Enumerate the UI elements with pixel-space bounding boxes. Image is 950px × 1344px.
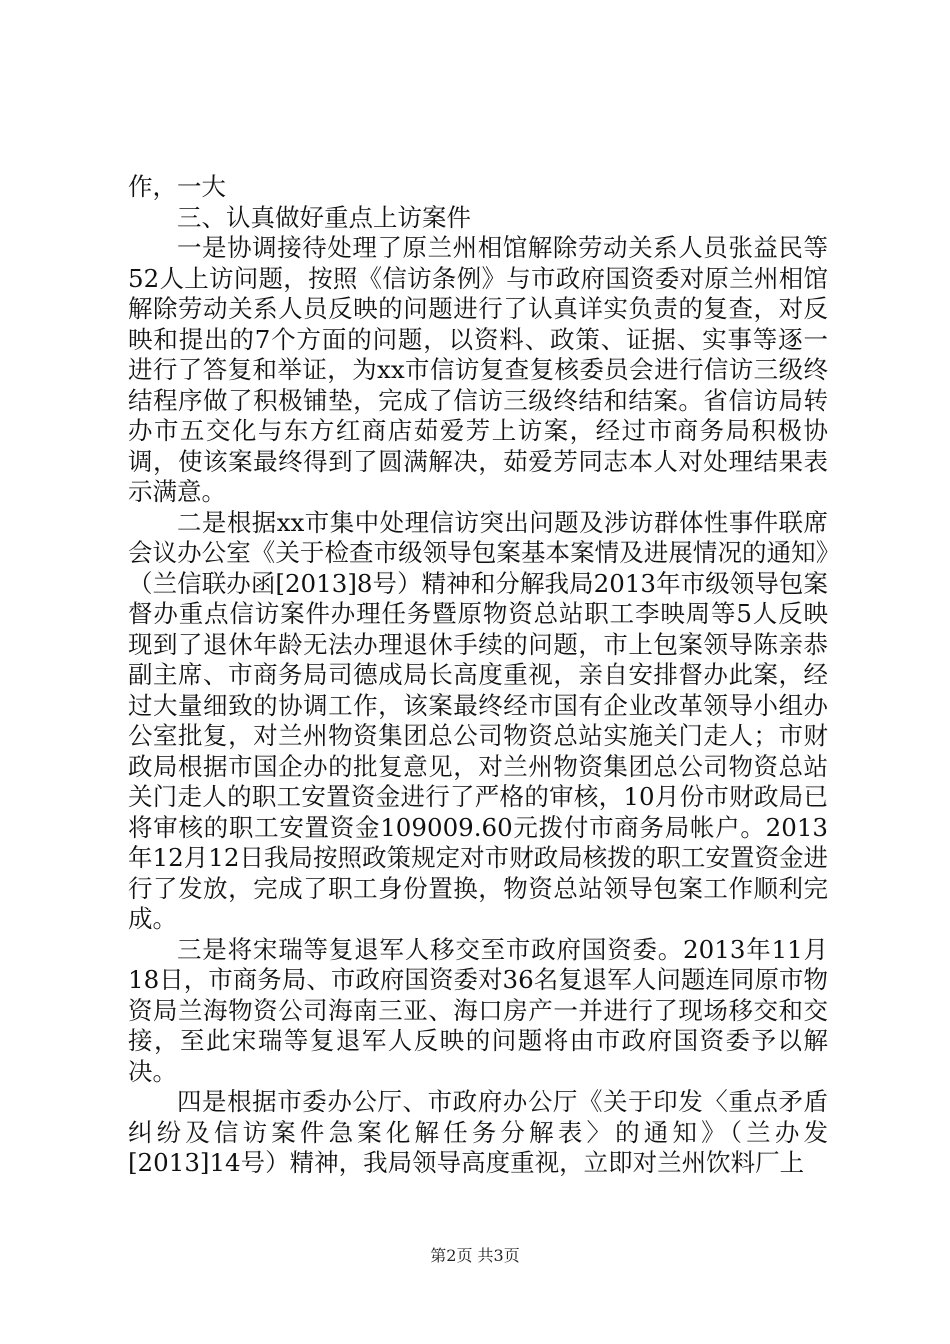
paragraph-1: 作，一大 [128,172,226,201]
paragraph-4: 二是根据xx市集中处理信访突出问题及涉访群体性事件联席会议办公室《关于检查市级领导包案基本案情及进展情况的通知》（兰信联办函[2013]8号）精神和分解我局2013年市级领导包案督办重点信访案件办理任务暨原物资总站职工李映周等5人反映现到了退休年龄无法办理退休手续的问题，市上包案领导陈亲恭副主席、市商务局司德成局长高度重视，亲自安排督办此案，经过大量细致的协调工作，该案最终经市国有企业改革领导小组办公室批复，对兰州物资集团总公司物资总站实施关门走人；市财政局根据市国企办的批复意见，对兰州物资集团总公司物资总站关门走人的职工安置资金进行了严格的审核，10月份市财政局已将审核的职工安置资金109009.60元拨付市商务局帐户。2013年12月12日我局按照政策规定对市财政局核拨的职工安置资金进行了发放，完成了职工身份置换，物资总站领导包案工作顺利完成。 [128,507,828,933]
page-footer: 第2页 共3页 [430,1246,520,1265]
section-heading: 三、认真做好重点上访案件 [177,202,471,232]
paragraph-6: 四是根据市委办公厅、市政府办公厅《关于印发〈重点矛盾纠纷及信访案件急案化解任务分解表〉的通知》（兰办发[2013]14号）精神，我局领导高度重视，立即对兰州饮料厂上 [128,1087,828,1177]
paragraph-5: 三是将宋瑞等复退军人移交至市政府国资委。2013年11月18日，市商务局、市政府国资委对36名复退军人问题连同原市物资局兰海物资公司海南三亚、海口房产一并进行了现场移交和交接，至此宋瑞等复退军人反映的问题将由市政府国资委予以解决。 [128,934,828,1086]
document-body [128,172,828,1179]
paragraph-3: 一是协调接待处理了原兰州相馆解除劳动关系人员张益民等52人上访问题，按照《信访条例》与市政府国资委对原兰州相馆解除劳动关系人员反映的问题进行了认真详实负责的复查，对反映和提出的7个方面的问题，以资料、政策、证据、实事等逐一进行了答复和举证，为xx市信访复查复核委员会进行信访三级终结程序做了积极铺垫，完成了信访三级终结和结案。省信访局转办市五交化与东方红商店茹爱芳上访案，经过市商务局积极协调，使该案最终得到了圆满解决，茹爱芳同志本人对处理结果表示满意。 [128,233,828,506]
